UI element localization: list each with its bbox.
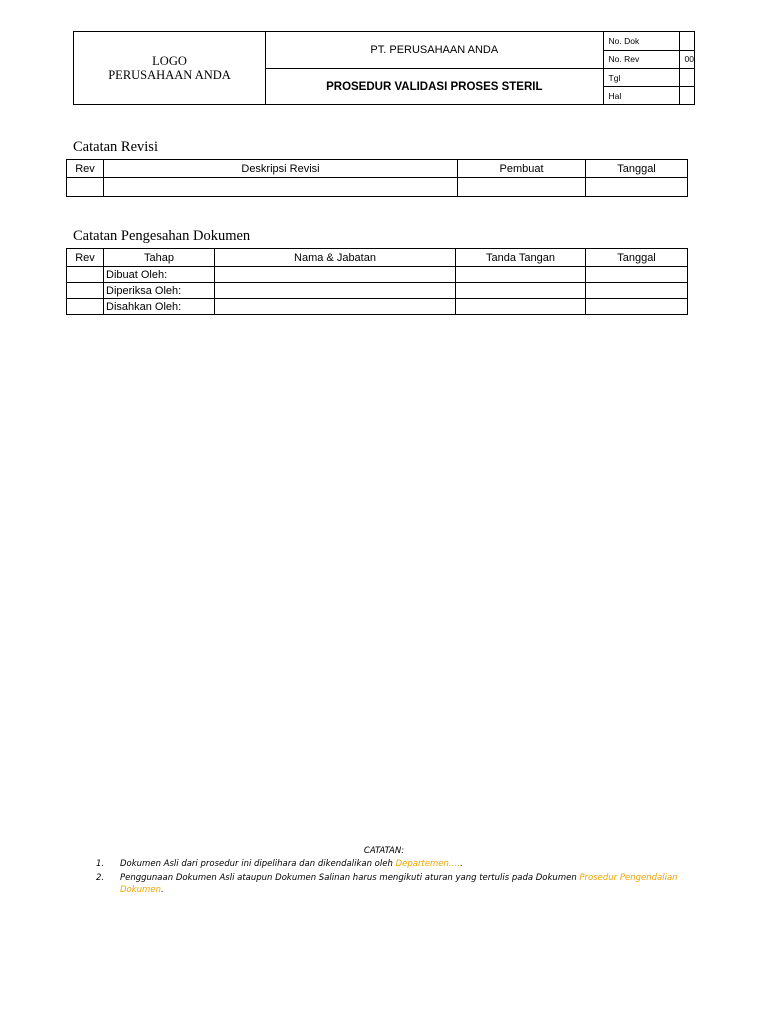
note-body: Dokumen Asli dari prosedur ini dipelihara dan dikendalikan oleh [120,859,396,869]
note-highlight: Prosedur Pengendalian Dokumen [120,873,678,895]
cell-tanda-tangan[interactable] [456,283,586,299]
cell-tanggal[interactable] [586,178,688,197]
cell-nama-jabatan[interactable] [215,267,456,283]
col-pembuat: Pembuat [458,160,586,178]
cell-tanggal[interactable] [586,299,688,315]
cell-tanggal[interactable] [586,267,688,283]
meta-key-no-rev: No. Rev [603,50,679,69]
note-number: 2. [96,873,105,883]
table-row [67,267,688,283]
note-item [96,872,696,896]
cell-deskripsi[interactable] [104,178,458,197]
cell-rev[interactable] [67,283,104,299]
meta-key-hal: Hal [603,87,679,105]
note-tail: . [460,859,463,869]
notes-title: CATATAN: [363,846,405,856]
approval-header-row [67,249,688,267]
col-tanda-tangan: Tanda Tangan [456,249,586,267]
cell-nama-jabatan[interactable] [215,299,456,315]
table-row [67,299,688,315]
revision-header-row [67,160,688,178]
meta-key-no-dok: No. Dok [603,32,679,51]
meta-key-tgl: Tgl [603,69,679,87]
approval-section-title: Catatan Pengesahan Dokumen [73,228,251,244]
meta-value-hal [679,87,694,105]
cell-rev[interactable] [67,267,104,283]
note-text [120,872,696,896]
cell-tahap: Dibuat Oleh: [104,267,215,283]
note-number: 1. [96,859,105,869]
col-nama-jabatan: Nama & Jabatan [215,249,456,267]
footer-notes [0,846,768,896]
cell-nama-jabatan[interactable] [215,283,456,299]
revision-section-title: Catatan Revisi [73,139,158,155]
logo-line1: LOGO [152,54,187,68]
col-tahap: Tahap [104,249,215,267]
cell-tahap: Disahkan Oleh: [104,299,215,315]
document-title: PROSEDUR VALIDASI PROSES STERIL [266,69,603,105]
table-row [67,283,688,299]
cell-pembuat[interactable] [458,178,586,197]
col-deskripsi: Deskripsi Revisi [104,160,458,178]
table-row [67,178,688,197]
company-name: PT. PERUSAHAAN ANDA [266,32,603,69]
revision-table [66,159,688,197]
cell-tanda-tangan[interactable] [456,267,586,283]
cell-tanggal[interactable] [586,283,688,299]
note-highlight: Departemen…. [395,859,461,869]
note-body: Penggunaan Dokumen Asli ataupun Dokumen Salinan harus mengikuti aturan yang tertulis pada Dokumen [120,873,580,883]
col-tanggal: Tanggal [586,249,688,267]
note-tail: . [160,885,164,895]
document-header [73,31,695,105]
col-rev: Rev [67,249,104,267]
meta-value-no-dok [679,32,694,51]
col-rev: Rev [67,160,104,178]
cell-tanda-tangan[interactable] [456,299,586,315]
note-item [96,858,696,870]
meta-value-no-rev: 00 [679,50,694,69]
company-logo [74,32,266,105]
col-tanggal: Tanggal [586,160,688,178]
logo-line2: PERUSAHAAN ANDA [108,68,231,82]
cell-tahap: Diperiksa Oleh: [104,283,215,299]
cell-rev[interactable] [67,299,104,315]
cell-rev[interactable] [67,178,104,197]
meta-value-tgl [679,69,694,87]
approval-table [66,248,688,315]
note-text [120,858,696,870]
